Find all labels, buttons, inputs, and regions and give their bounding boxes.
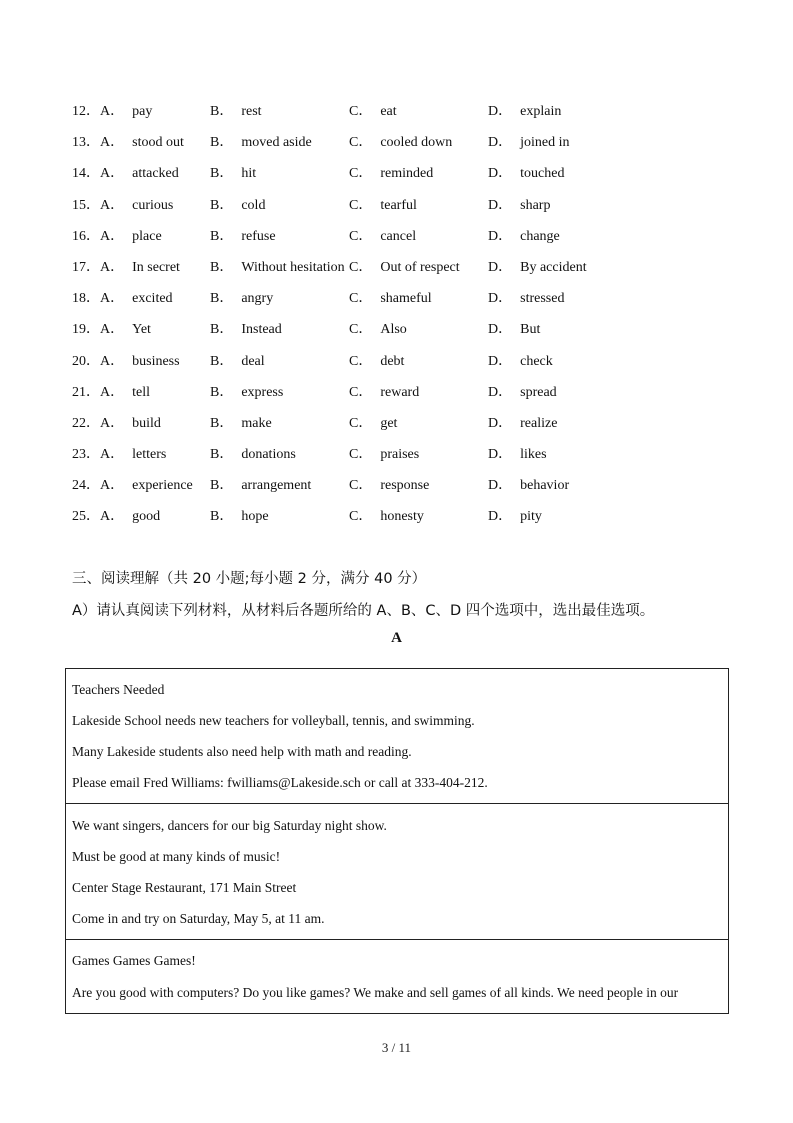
question-row [72,505,752,536]
question-number: 16． [72,228,100,244]
option-letter: B． [210,104,234,119]
option-letter: A． [100,291,125,307]
question-row [72,287,752,318]
option-a [100,350,180,374]
option-text: shameful [380,291,432,307]
option-d [488,256,587,280]
option-c [349,287,432,311]
option-letter: A． [100,166,125,182]
question-row [72,194,752,225]
option-text: good [132,509,161,525]
option-d [488,474,569,498]
option-letter: D． [488,322,513,338]
ad-line: Lakeside School needs new teachers for volleyball, tennis, and swimming. [72,713,475,728]
option-text: moved aside [241,135,312,151]
option-text: Yet [132,322,151,338]
option-text: donations [241,447,296,463]
question-number: 22． [72,415,100,431]
option-letter: B． [210,509,234,525]
option-text: business [132,353,180,369]
option-b [210,443,296,467]
section-instruction: A）请认真阅读下列材料，从材料后各题所给的 A、B、C、D 四个选项中，选出最佳选项。 [72,603,655,619]
option-letter: B． [210,166,234,182]
option-letter: B． [210,353,234,369]
option-d [488,225,560,249]
option-text: hit [241,166,257,182]
option-b [210,350,265,374]
option-letter: D． [488,447,513,463]
option-letter: A． [100,104,125,119]
option-text: pay [132,104,153,119]
option-letter: D． [488,104,513,119]
question-number: 21． [72,384,100,400]
option-a [100,287,173,311]
option-b [210,474,311,498]
question-row [72,350,752,381]
question-number: 12． [72,104,100,119]
question-row [72,474,752,505]
option-letter: A． [100,197,125,213]
option-d [488,318,540,342]
option-a [100,162,179,186]
option-c [349,256,460,280]
option-text: Out of respect [380,259,460,275]
option-letter: C． [349,353,373,369]
option-letter: D． [488,228,513,244]
option-a [100,443,166,467]
option-d [488,131,570,155]
option-text: But [520,322,541,338]
option-b [210,131,312,155]
option-text: cooled down [380,135,453,151]
option-b [210,412,272,436]
option-letter: B． [210,291,234,307]
question-number: 24． [72,478,100,494]
option-a [100,505,160,529]
option-text: realize [520,415,558,431]
option-c [349,474,429,498]
option-letter: B． [210,447,234,463]
option-letter: A． [100,353,125,369]
option-text: rest [241,104,262,119]
option-letter: A． [100,478,125,494]
option-letter: D． [488,478,513,494]
option-b [210,381,283,405]
option-letter: A． [100,415,125,431]
option-letter: A． [100,259,125,275]
option-text: change [520,228,560,244]
option-text: explain [520,104,562,119]
option-text: stressed [520,291,565,307]
ad-games [66,940,728,1014]
ad-singers-dancers [66,804,728,940]
question-number: 17． [72,259,100,275]
ad-line: Come in and try on Saturday, May 5, at 11 am. [72,911,325,926]
option-c [349,443,419,467]
option-text: attacked [132,166,179,182]
option-d [488,443,547,467]
option-letter: A． [100,228,125,244]
option-text: make [241,415,272,431]
ad-line: Games Games Games! [72,953,196,968]
question-row [72,225,752,256]
page-number: 3 / 11 [381,1040,412,1055]
option-b [210,256,345,280]
option-d [488,505,542,529]
question-row [72,443,752,474]
option-text: deal [241,353,265,369]
ad-line: We want singers, dancers for our big Saturday night show. [72,818,387,833]
option-text: debt [380,353,405,369]
option-c [349,381,419,405]
option-text: hope [241,509,269,525]
option-text: experience [132,478,193,494]
option-letter: D． [488,509,513,525]
question-row [72,100,752,131]
option-letter: A． [100,509,125,525]
ad-line: Please email Fred Williams: fwilliams@Lakeside.sch or call at 333-404-212. [72,775,488,790]
option-letter: B． [210,135,234,151]
option-d [488,412,557,436]
question-row [72,162,752,193]
question-number: 15． [72,197,100,213]
option-b [210,100,262,124]
question-row [72,412,752,443]
option-text: cold [241,197,266,213]
option-letter: D． [488,415,513,431]
ad-line: Are you good with computers? Do you like games? We make and sell games of all kinds. We need people in our [72,985,679,1000]
option-text: In secret [132,259,180,275]
option-text: curious [132,197,174,213]
ad-line: Center Stage Restaurant, 171 Main Street [72,880,297,895]
option-text: Instead [241,322,282,338]
option-letter: B． [210,197,234,213]
ad-line: Teachers Needed [72,682,165,697]
option-letter: A． [100,447,125,463]
option-text: cancel [380,228,417,244]
option-c [349,412,397,436]
option-a [100,474,193,498]
option-c [349,225,416,249]
question-row [72,256,752,287]
option-letter: D． [488,384,513,400]
option-b [210,287,273,311]
option-letter: B． [210,384,234,400]
question-number: 19． [72,322,100,338]
option-text: likes [520,447,547,463]
option-text: Without hesitation [241,259,345,275]
option-letter: D． [488,353,513,369]
option-a [100,100,152,124]
option-a [100,381,150,405]
option-text: reward [380,384,420,400]
question-list [72,100,752,537]
option-letter: C． [349,478,373,494]
option-text: Also [380,322,407,338]
option-letter: A． [100,384,125,400]
option-c [349,318,407,342]
option-d [488,100,561,124]
question-number: 13． [72,135,100,151]
option-text: joined in [520,135,570,151]
question-number: 14． [72,166,100,182]
option-letter: C． [349,322,373,338]
option-text: response [380,478,430,494]
option-a [100,412,161,436]
option-b [210,225,276,249]
option-letter: C． [349,291,373,307]
option-c [349,131,452,155]
option-text: stood out [132,135,184,151]
question-number: 20． [72,353,100,369]
option-text: tell [132,384,151,400]
option-letter: A． [100,135,125,151]
option-d [488,287,564,311]
option-a [100,318,151,342]
option-letter: B． [210,259,234,275]
option-d [488,350,553,374]
option-a [100,225,162,249]
option-letter: D． [488,135,513,151]
option-letter: A． [100,322,125,338]
option-letter: D． [488,259,513,275]
option-letter: B． [210,415,234,431]
option-text: angry [241,291,274,307]
option-letter: D． [488,197,513,213]
option-text: sharp [520,197,551,213]
option-letter: C． [349,447,373,463]
option-letter: C． [349,135,373,151]
option-a [100,256,180,280]
option-c [349,162,433,186]
option-b [210,318,282,342]
option-b [210,162,256,186]
option-b [210,505,269,529]
option-text: spread [520,384,557,400]
option-letter: C． [349,509,373,525]
option-letter: B． [210,478,234,494]
option-c [349,350,404,374]
question-number: 18． [72,291,100,307]
passage-label: A [391,630,402,646]
option-letter: C． [349,166,373,182]
option-letter: C． [349,197,373,213]
option-text: behavior [520,478,570,494]
option-text: check [520,353,553,369]
option-letter: B． [210,228,234,244]
option-letter: C． [349,259,373,275]
option-text: get [380,415,398,431]
ad-line: Must be good at many kinds of music! [72,849,281,864]
option-text: arrangement [241,478,312,494]
option-a [100,194,173,218]
option-text: pity [520,509,542,525]
option-text: place [132,228,162,244]
option-letter: D． [488,291,513,307]
question-number: 23． [72,447,100,463]
option-c [349,505,424,529]
ad-teachers-needed [66,669,728,804]
option-letter: B． [210,322,234,338]
ad-line: Many Lakeside students also need help with math and reading. [72,744,412,759]
question-row [72,381,752,412]
option-d [488,194,550,218]
question-row [72,131,752,162]
option-letter: C． [349,384,373,400]
option-text: eat [380,104,397,119]
option-b [210,194,265,218]
section-title: 三、阅读理解（共 20 小题;每小题 2 分，满分 40 分） [72,571,427,587]
option-a [100,131,184,155]
option-text: praises [380,447,420,463]
option-letter: C． [349,104,373,119]
option-d [488,381,557,405]
option-letter: D． [488,166,513,182]
option-letter: C． [349,228,373,244]
option-letter: C． [349,415,373,431]
option-text: honesty [380,509,424,525]
option-text: refuse [241,228,276,244]
option-c [349,194,417,218]
option-d [488,162,564,186]
ads-box [65,668,729,1014]
question-number: 25． [72,509,100,525]
option-text: By accident [520,259,587,275]
option-text: touched [520,166,565,182]
option-text: tearful [380,197,417,213]
option-c [349,100,397,124]
question-row [72,318,752,349]
option-text: express [241,384,284,400]
option-text: reminded [380,166,434,182]
option-text: excited [132,291,173,307]
option-text: build [132,415,161,431]
option-text: letters [132,447,167,463]
